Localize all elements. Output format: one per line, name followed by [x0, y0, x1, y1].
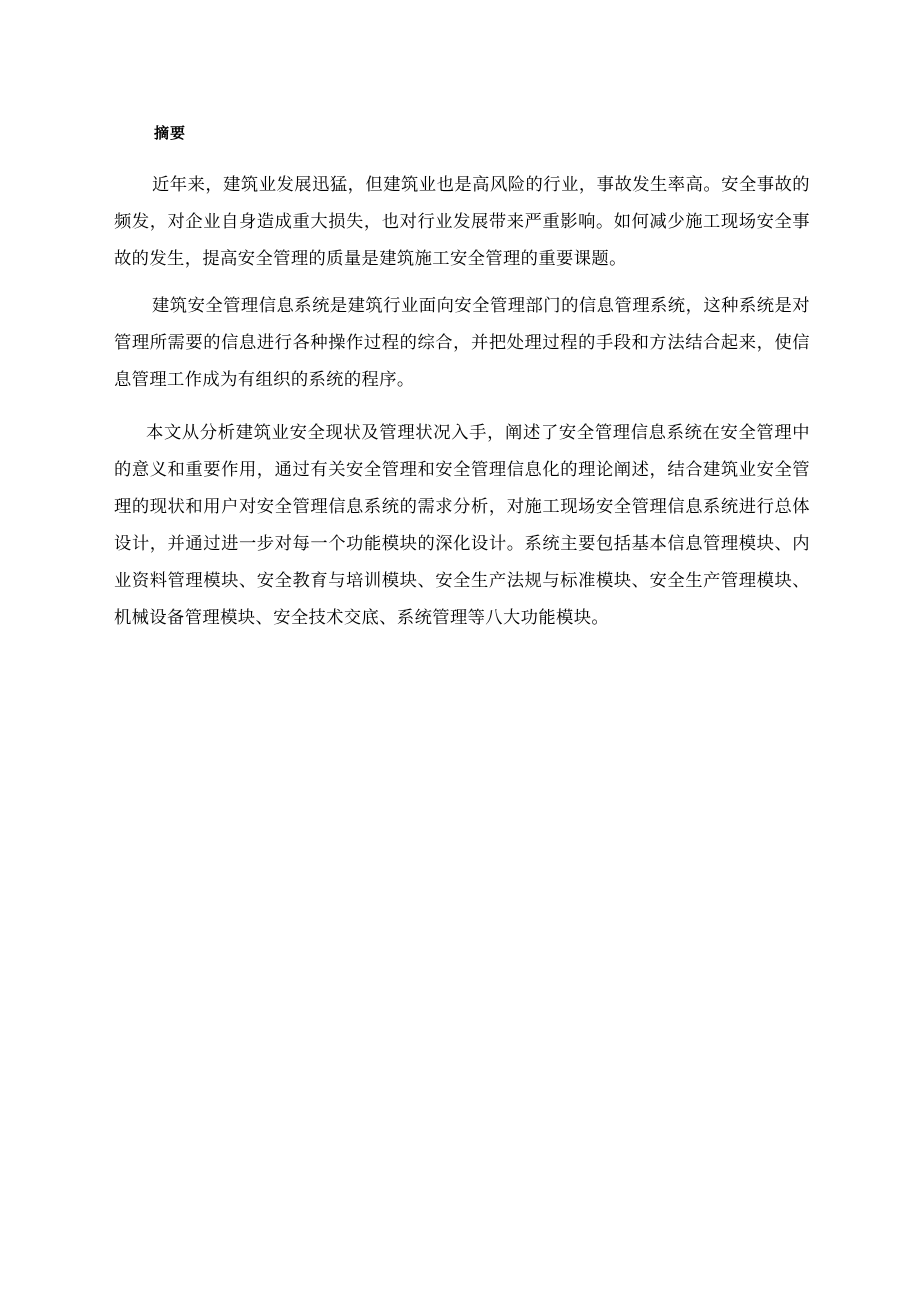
abstract-paragraph-2: 建筑安全管理信息系统是建筑行业面向安全管理部门的信息管理系统，这种系统是对管理所需要的信息进行各种操作过程的综合，并把处理过程的手段和方法结合起来，使信息管理工作成为有组织的系统的程序。 — [114, 296, 810, 390]
abstract-paragraph-1: 近年来，建筑业发展迅猛，但建筑业也是高风险的行业，事故发生率高。安全事故的频发，对企业自身造成重大损失，也对行业发展带来严重影响。如何减少施工现场安全事故的发生，提高安全管理的质量是建筑施工安全管理的重要课题。 — [114, 175, 810, 269]
abstract-paragraph-3: 本文从分析建筑业安全现状及管理状况入手，阐述了安全管理信息系统在安全管理中的意义和重要作用，通过有关安全管理和安全管理信息化的理论阐述，结合建筑业安全管理的现状和用户对安全管理信息系统的需求分析，对施工现场安全管理信息系统进行总体设计，并通过进一步对每一个功能模块的深化设计。系统主要包括基本信息管理模块、内业资料管理模块、安全教育与培训模块、安全生产法规与标准模块、安全生产管理模块、机械设备管理模块、安全技术交底、系统管理等八大功能模块。 — [114, 423, 810, 628]
abstract-heading: 摘要 — [154, 124, 187, 142]
